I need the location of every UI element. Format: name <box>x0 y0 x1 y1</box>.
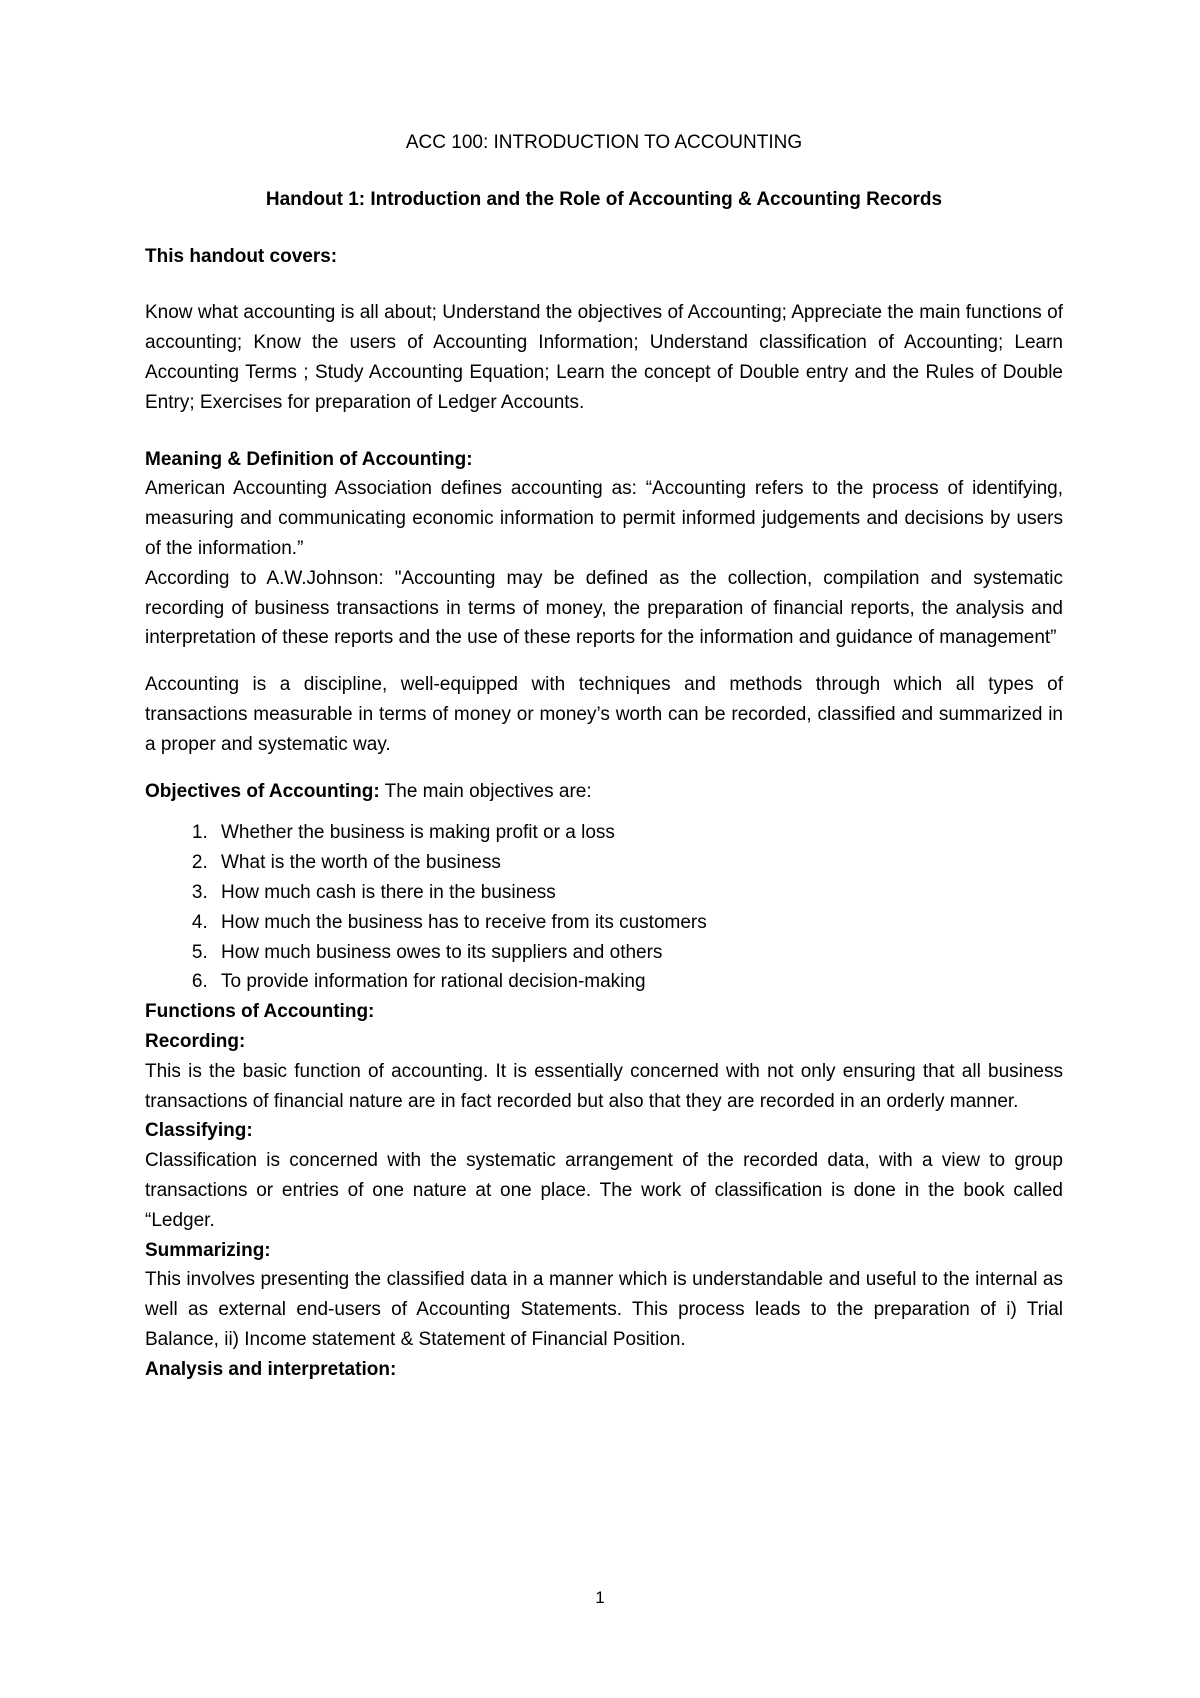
classifying-text: Classification is concerned with the systematic arrangement of the recorded data, with a view to group transactions or entries of one nature at one place. The work of classification is done in the book called “Ledger. <box>145 1150 1063 1231</box>
analysis-heading: Analysis and interpretation: <box>145 1358 397 1380</box>
objectives-list <box>145 818 1063 997</box>
list-item: 6. To provide information for rational decision-making <box>213 967 1063 997</box>
summarizing-text: This involves presenting the classified data in a manner which is understandable and useful to the internal as well as external end-users of Accounting Statements. This process leads to the preparation of i) Trial Balance, ii) Income statement & Statement of Financial Position. <box>145 1269 1063 1350</box>
list-item: 4. How much the business has to receive from its customers <box>213 908 1063 938</box>
handout-subtitle: Handout 1: Introduction and the Role of Accounting & Accounting Records <box>265 188 943 210</box>
list-item: 2. What is the worth of the business <box>213 848 1063 878</box>
page-number: 1 <box>595 1588 605 1607</box>
document-title: ACC 100: INTRODUCTION TO ACCOUNTING <box>405 132 803 153</box>
document-page <box>145 128 1063 1384</box>
list-item: 3. How much cash is there in the business <box>213 878 1063 908</box>
objectives-intro: The main objectives are: <box>379 780 592 802</box>
covers-heading: This handout covers: <box>145 245 338 267</box>
aaa-definition: American Accounting Association defines accounting as: “Accounting refers to the process of identifying, measuring and communicating economic information to permit informed judgements and decisions by users of the information.” <box>145 478 1063 559</box>
recording-heading: Recording: <box>145 1030 246 1052</box>
list-item: 5. How much business owes to its suppliers and others <box>213 938 1063 968</box>
list-item: 1. Whether the business is making profit or a loss <box>213 818 1063 848</box>
meaning-heading: Meaning & Definition of Accounting: <box>145 448 473 470</box>
objectives-heading: Objectives of Accounting: <box>145 780 380 802</box>
discipline-text: Accounting is a discipline, well-equipped with techniques and methods through which all types of transactions measurable in terms of money or money’s worth can be recorded, classified and summarized in a proper and systematic way. <box>145 674 1063 755</box>
objectives-paragraph <box>145 777 1063 807</box>
covers-text: Know what accounting is all about; Understand the objectives of Accounting; Appreciate the main functions of accounting; Know the users of Accounting Information; Understand classification of Accounting; Learn Accounting Terms ; Study Accounting Equation; Learn the concept of Double entry and the Rules of Double Entry; Exercises for preparation of Ledger Accounts. <box>145 302 1063 413</box>
classifying-heading: Classifying: <box>145 1120 253 1142</box>
johnson-definition: According to A.W.Johnson: "Accounting may be defined as the collection, compilation and systematic recording of business transactions in terms of money, the preparation of financial reports, the analysis and interpretation of these reports and the use of these reports for the information and guidance of management” <box>145 567 1063 649</box>
functions-heading: Functions of Accounting: <box>145 1001 375 1023</box>
recording-text: This is the basic function of accounting. It is essentially concerned with not only ensuring that all business transactions of financial nature are in fact recorded but also that they are recorded in an orderly manner. <box>145 1060 1063 1112</box>
summarizing-heading: Summarizing: <box>145 1239 271 1261</box>
